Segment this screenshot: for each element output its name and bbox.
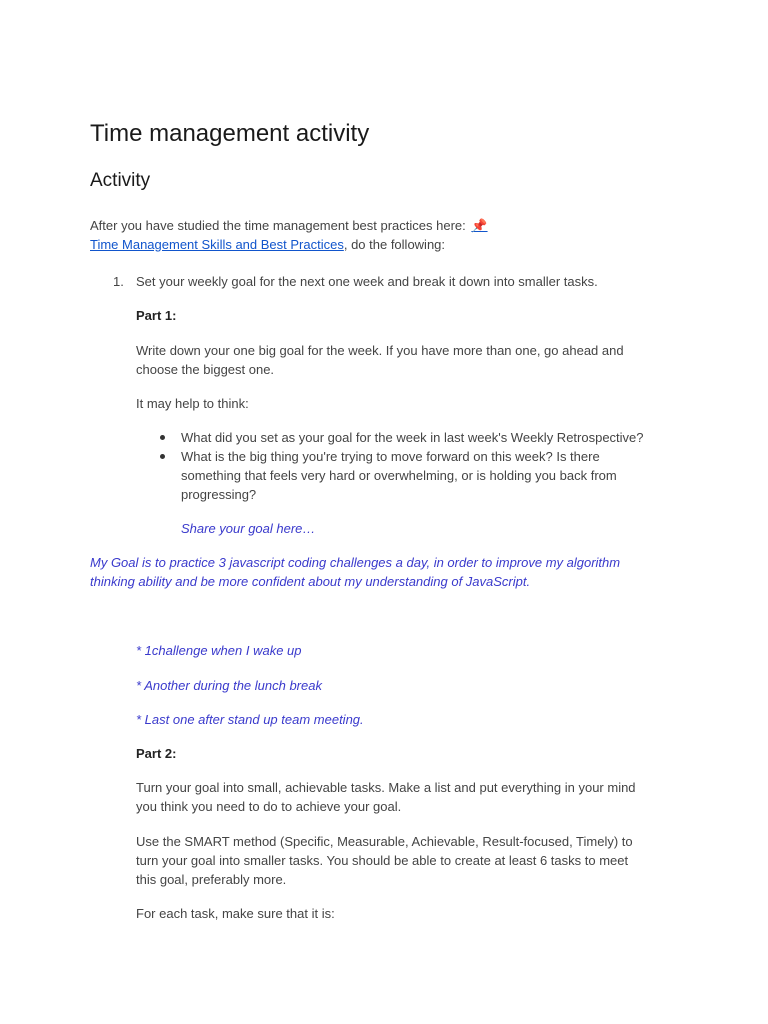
- part-2-para-1-line-1: Turn your goal into small, achievable tasks. Make a list and put everything in your mind: [136, 780, 636, 795]
- step-1-number: 1.: [113, 274, 124, 289]
- goal-answer-item-1: * 1challenge when I wake up: [136, 643, 302, 658]
- part-1-help-text: It may help to think:: [136, 396, 249, 411]
- part-2-para-2-line-3: this goal, preferably more.: [136, 872, 287, 887]
- best-practices-link[interactable]: Time Management Skills and Best Practices: [90, 237, 344, 252]
- part-2-para-2-line-2: turn your goal into smaller tasks. You should be able to create at least 6 tasks to meet: [136, 853, 629, 868]
- page-title: Time management activity: [90, 120, 370, 147]
- bullet-1-line-1: What did you set as your goal for the week in last week's Weekly Retrospective?: [181, 430, 644, 445]
- bullet-icon: [160, 454, 165, 459]
- goal-answer-item-3: * Last one after stand up team meeting.: [136, 712, 364, 727]
- goal-answer-item-2: * Another during the lunch break: [136, 678, 322, 693]
- part-2-para-2-line-1: Use the SMART method (Specific, Measurable, Achievable, Result-focused, Timely) to: [136, 834, 633, 849]
- part-1-para-line-1: Write down your one big goal for the week. If you have more than one, go ahead and: [136, 343, 624, 358]
- intro-text-before: After you have studied the time management best practices here:: [90, 218, 470, 233]
- pushpin-icon[interactable]: 📌: [471, 218, 488, 233]
- part-2-para-1-line-2: you think you need to do to achieve your goal.: [136, 799, 402, 814]
- part-1-label: Part 1:: [136, 308, 177, 323]
- bullet-2-line-3: progressing?: [181, 487, 257, 502]
- part-2-para-3: For each task, make sure that it is:: [136, 906, 335, 921]
- part-1-para-line-2: choose the biggest one.: [136, 362, 275, 377]
- bullet-2-line-2: something that feels very hard or overwhelming, or is holding you back from: [181, 468, 617, 483]
- intro-text-after: , do the following:: [343, 237, 446, 252]
- part-2-label: Part 2:: [136, 746, 177, 761]
- bullet-2-line-1: What is the big thing you're trying to move forward on this week? Is there: [181, 449, 600, 464]
- intro-line-2: [90, 235, 445, 254]
- bullet-icon: [160, 435, 165, 440]
- section-heading: Activity: [90, 170, 151, 191]
- goal-answer-line-1: My Goal is to practice 3 javascript coding challenges a day, in order to improve my algorithm: [90, 555, 621, 570]
- share-goal-prompt[interactable]: Share your goal here…: [181, 521, 316, 536]
- goal-answer-line-2: thinking ability and be more confident about my understanding of JavaScript.: [90, 574, 531, 589]
- intro-line-1: [90, 216, 488, 235]
- step-1-text: Set your weekly goal for the next one week and break it down into smaller tasks.: [136, 274, 598, 289]
